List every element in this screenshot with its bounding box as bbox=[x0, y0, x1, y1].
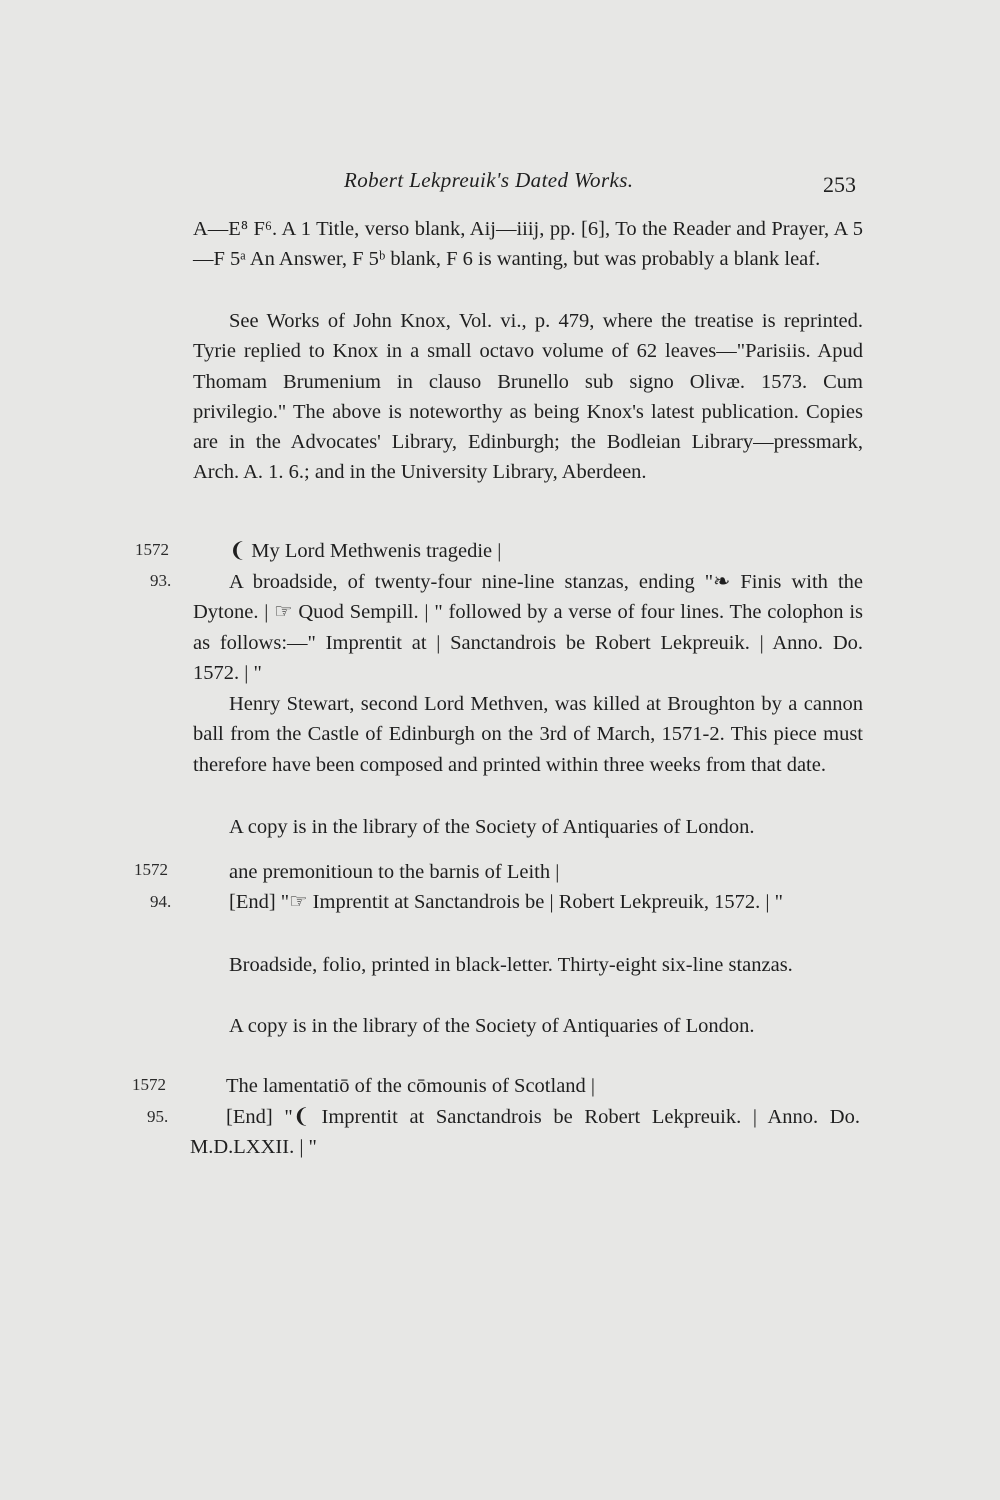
running-title: Robert Lekpreuik's Dated Works. bbox=[344, 168, 634, 192]
entry-94-description: Broadside, folio, printed in black-letter. Thirty-eight six-line stanzas. bbox=[229, 954, 793, 976]
intro-collation-paragraph: A—E⁸ F⁶. A 1 Title, verso blank, Aij—iiij, pp. [6], To the Reader and Prayer, A 5—F 5ᵃ An Answer, F 5ᵇ blank, F 6 is wanting, but was probably a blank leaf. bbox=[193, 218, 863, 271]
entry-93-title: ❨ My Lord Methwenis tragedie | bbox=[229, 540, 502, 562]
entry-95-number: 95. bbox=[147, 1107, 169, 1126]
entry-95-year: 1572 bbox=[132, 1075, 166, 1094]
entry-94-colophon: [End] "☞ Imprentit at Sanctandrois be | Robert Lekpreuik, 1572. | " bbox=[229, 891, 783, 913]
entry-93-year: 1572 bbox=[135, 540, 169, 559]
entry-93-history-note: Henry Stewart, second Lord Methven, was killed at Broughton by a cannon ball from the Castle of Edinburgh on the 3rd of March, 1571-2. This piece must therefore have been composed and printed within three weeks from that date. bbox=[193, 693, 863, 776]
entry-93-number: 93. bbox=[150, 571, 172, 590]
entry-94-year: 1572 bbox=[134, 860, 168, 879]
entry-94-number: 94. bbox=[150, 892, 172, 911]
entry-95-title: The lamentatiō of the cōmounis of Scotland | bbox=[226, 1075, 596, 1097]
entry-95-colophon: [End] "❨ Imprentit at Sanctandrois be Robert Lekpreuik. | Anno. Do. M.D.LXXII. | " bbox=[190, 1106, 860, 1159]
page-number: 253 bbox=[823, 172, 856, 197]
entry-93-description: A broadside, of twenty-four nine-line stanzas, ending "❧ Finis with the Dytone. | ☞ Quod Sempill. | " followed by a verse of four lines. The colophon is as follows:—" Imprentit at | Sanctandrois be Robert Lekpreuik. | Anno. Do. 1572. | " bbox=[193, 571, 863, 684]
intro-notes-paragraph: See Works of John Knox, Vol. vi., p. 479, where the treatise is reprinted. Tyrie replied to Knox in a small octavo volume of 62 leaves—"Parisiis. Apud Thomam Brumenium in clauso Brunello sub signo Olivæ. 1573. Cum privilegio." The above is noteworthy as being Knox's latest publication. Copies are in the Advocates' Library, Edinburgh; the Bodleian Library—pressmark, Arch. A. 1. 6.; and in the University Library, Aberdeen. bbox=[193, 310, 863, 484]
entry-94-title: ane premonitioun to the barnis of Leith | bbox=[229, 861, 560, 883]
entry-93-copy-location: A copy is in the library of the Society of Antiquaries of London. bbox=[229, 816, 755, 838]
entry-94-copy-location: A copy is in the library of the Society of Antiquaries of London. bbox=[229, 1015, 755, 1037]
running-head bbox=[0, 168, 1000, 202]
